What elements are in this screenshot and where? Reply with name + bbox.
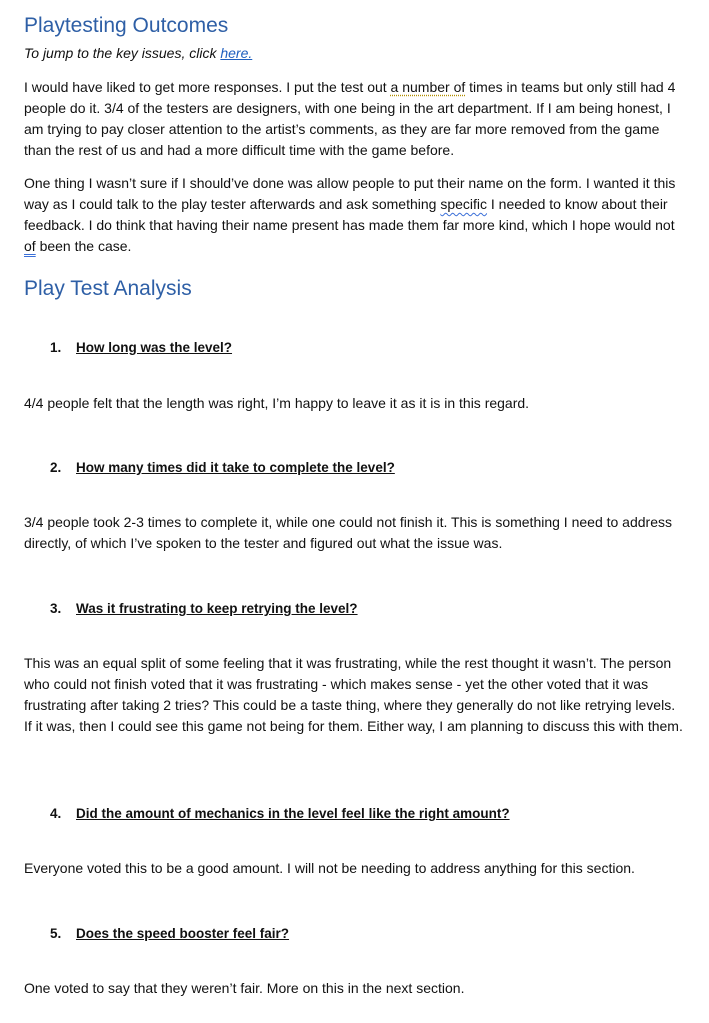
question-text: Did the amount of mechanics in the level feel like the right amount? xyxy=(76,806,510,821)
paragraph-names-start: One thing I wasn’t sure if I should’ve done was allow people to put their name on the form. I wanted it this way as I could talk to the play tester afterwards and ask something xyxy=(24,175,676,212)
jump-instruction xyxy=(24,44,252,62)
answer-paragraph: Everyone voted this to be a good amount. I will not be needing to address anything for this section. xyxy=(24,860,635,876)
question-number: 5. xyxy=(50,926,62,941)
answer-paragraph: 3/4 people took 2-3 times to complete it, while one could not finish it. This is something I need to address directly, of which I’ve spoken to the tester and figured out what the issue was. xyxy=(24,514,672,551)
jump-instruction-text: To jump to the key issues, click xyxy=(24,45,221,61)
heading-play-test-analysis: Play Test Analysis xyxy=(24,277,192,300)
question-heading xyxy=(50,805,510,823)
paragraph-names-middle: I needed to know about their feedback. I do think that having their name present has made them far more kind, which I hope would not xyxy=(24,196,675,233)
question-text: How long was the level? xyxy=(76,340,233,355)
question-heading xyxy=(50,339,232,357)
grammar-flag-word[interactable]: of xyxy=(24,238,36,254)
style-flag-phrase[interactable]: a number of xyxy=(390,79,466,95)
paragraph-names xyxy=(24,173,686,257)
question-text: How many times did it take to complete the level? xyxy=(76,460,395,475)
question-text: Was it frustrating to keep retrying the level? xyxy=(76,601,358,616)
question-number: 3. xyxy=(50,601,62,616)
answer-paragraph: One voted to say that they weren’t fair. More on this in the next section. xyxy=(24,980,465,996)
question-number: 1. xyxy=(50,340,62,355)
paragraph-responses-end: times in teams but only still had 4 people do it. 3/4 of the testers are designers, with one being in the art department. If I am being honest, I am trying to pay closer attention to the artist’s comments, as they are far more removed from the game than the rest of us and had a more difficult time with the game before. xyxy=(24,79,676,158)
question-number: 2. xyxy=(50,460,62,475)
paragraph-responses-start: I would have liked to get more responses. I put the test out xyxy=(24,79,391,95)
answer-paragraph: 4/4 people felt that the length was right, I’m happy to leave it as it is in this regard. xyxy=(24,395,530,411)
answer-paragraph: This was an equal split of some feeling that it was frustrating, while the rest thought it wasn’t. The person who could not finish voted that it was frustrating - which makes sense - yet the other voted that it was frustrating after taking 2 tries? This could be a taste thing, where they generally do not like retrying levels. If it was, then I could see this game not being for them. Either way, I am planning to discuss this with them. xyxy=(24,655,683,734)
heading-playtesting-outcomes: Playtesting Outcomes xyxy=(24,14,229,37)
question-heading xyxy=(50,459,395,477)
paragraph-responses xyxy=(24,77,686,161)
question-number: 4. xyxy=(50,806,62,821)
spelling-flag-word[interactable]: specific xyxy=(440,196,488,212)
question-heading xyxy=(50,600,358,618)
question-heading xyxy=(50,925,289,943)
question-text: Does the speed booster feel fair? xyxy=(76,926,290,941)
paragraph-names-end: been the case. xyxy=(35,238,132,254)
jump-link[interactable]: here. xyxy=(220,45,253,61)
